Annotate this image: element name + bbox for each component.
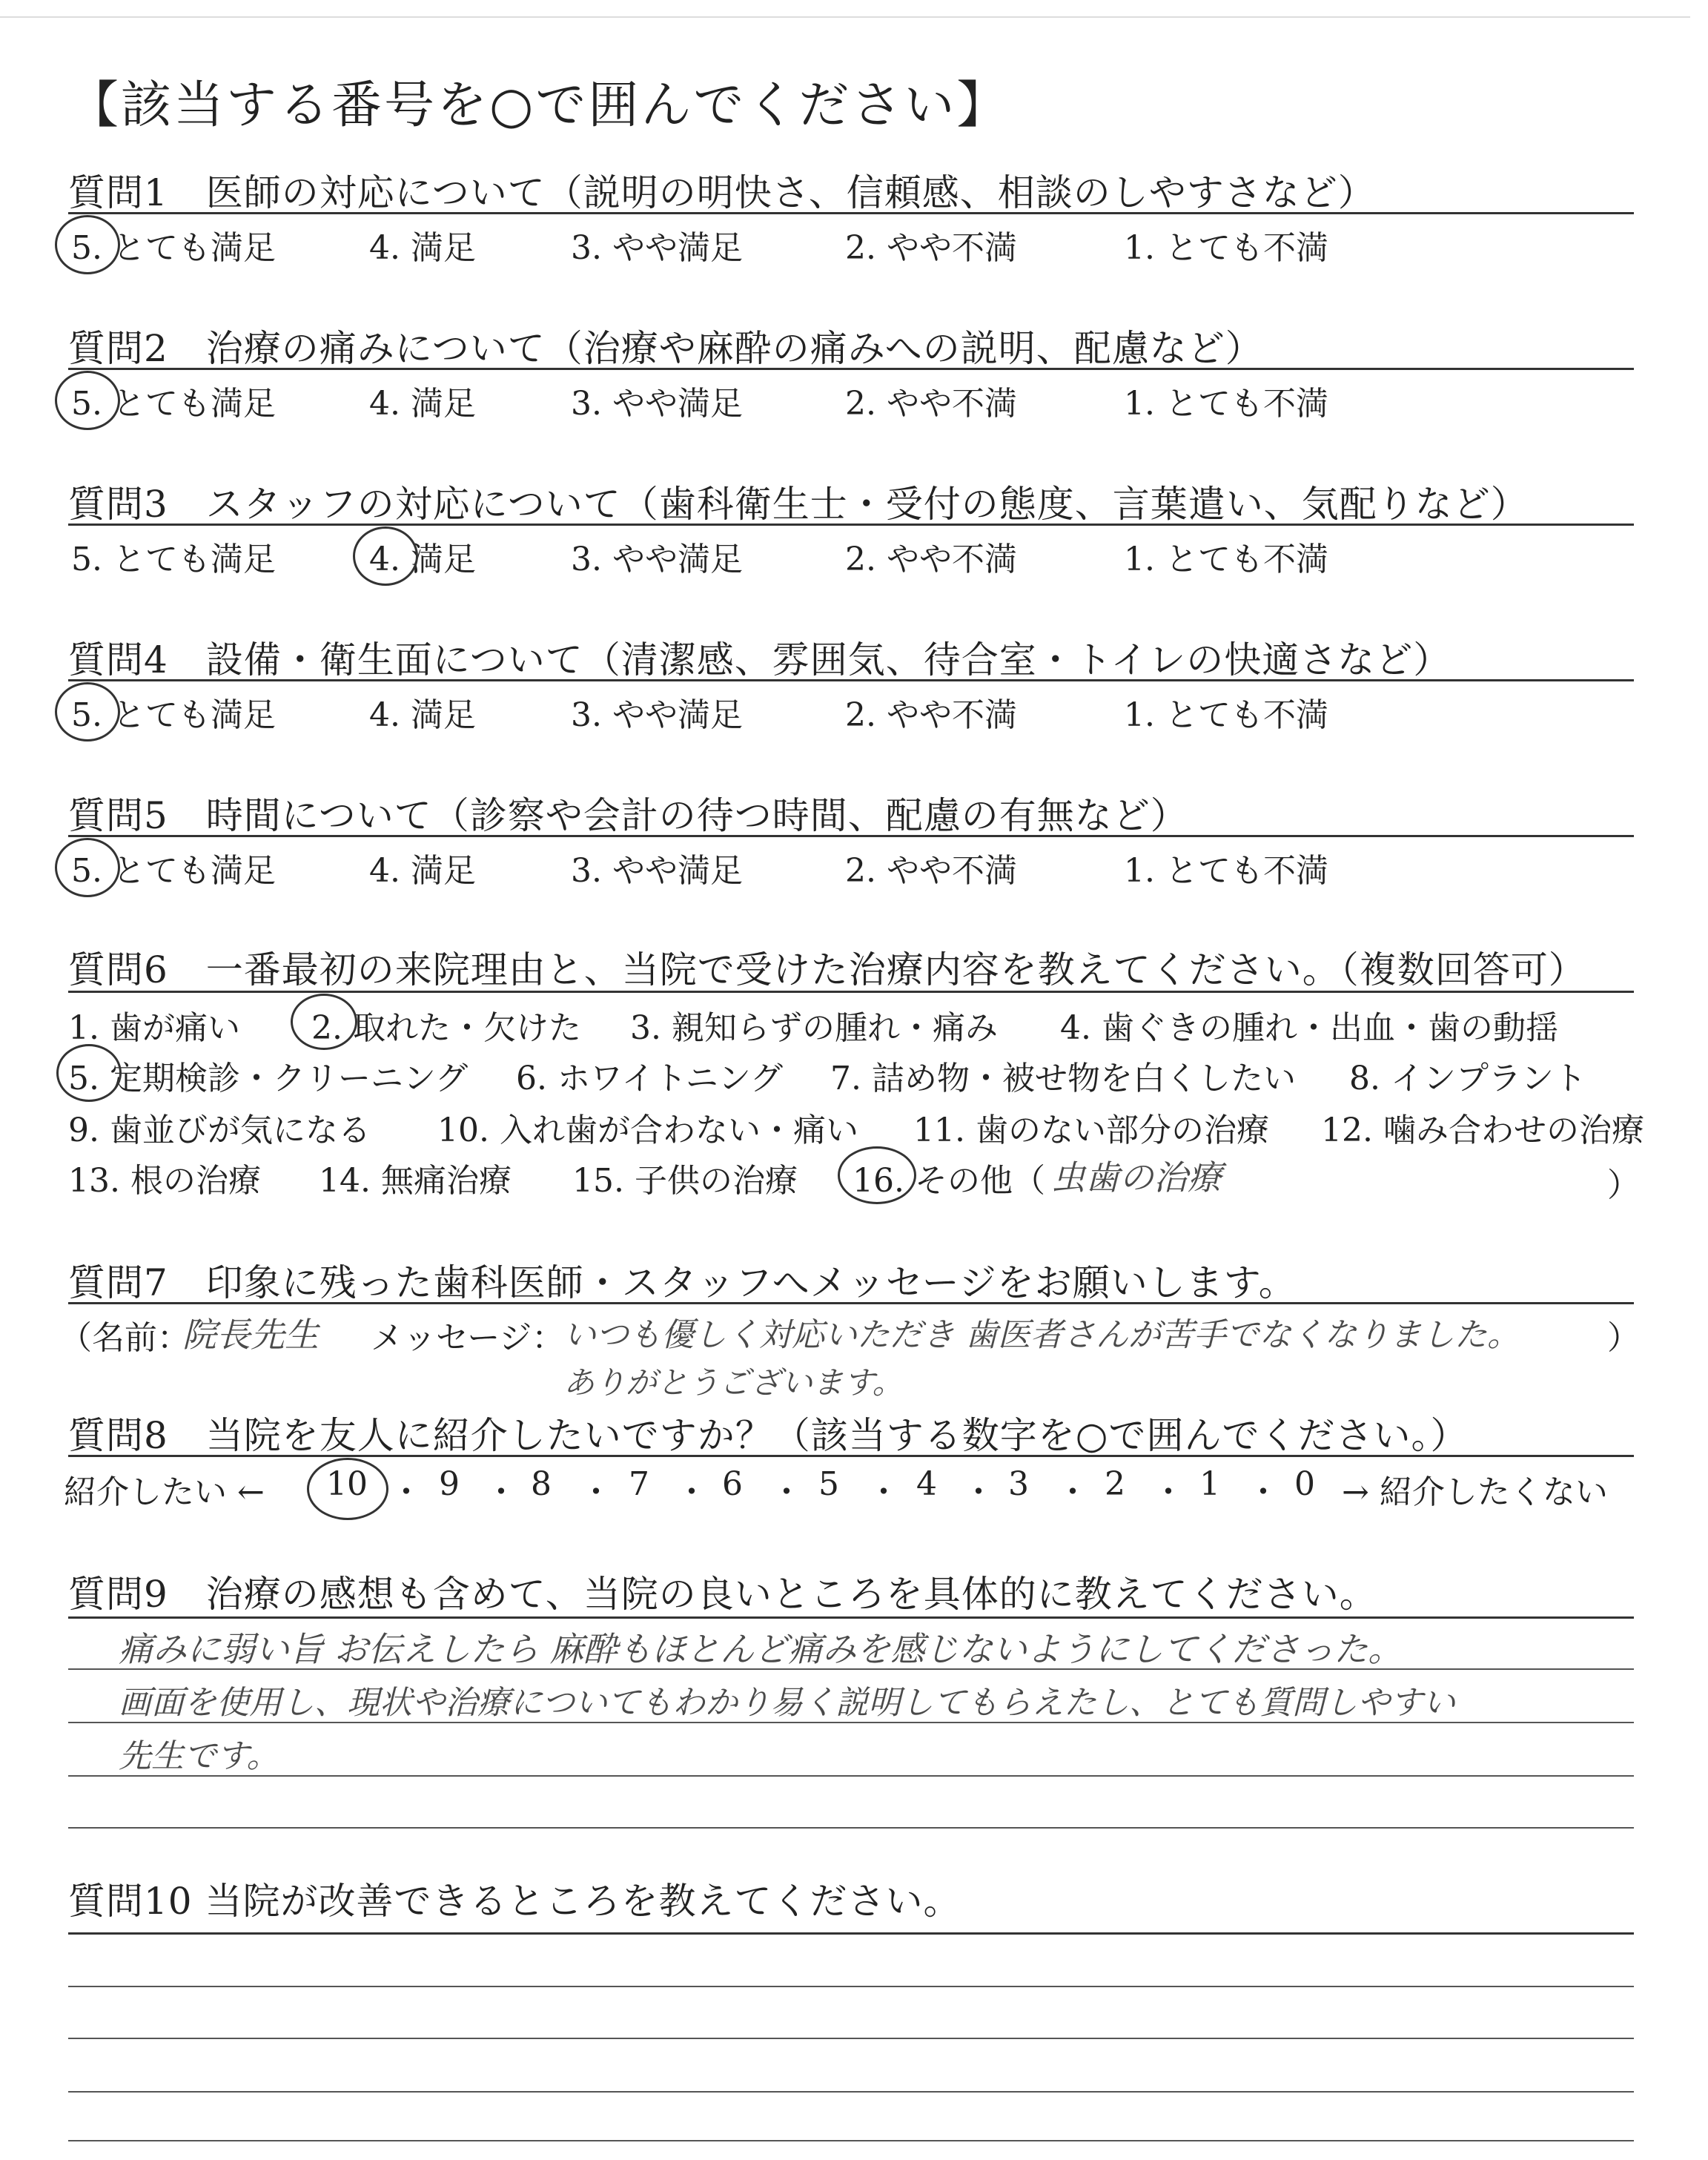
- q10-title: 質問10 当院が改善できるところを教えてください。: [68, 1880, 961, 1923]
- q4-title: 質問4 設備・衛生面について（清潔感、雰囲気、待合室・トイレの快適さなど）: [68, 638, 1452, 681]
- q1-option-1[interactable]: 1. とても不満: [1124, 229, 1328, 267]
- q5-rule: [68, 835, 1634, 837]
- q6-option-6[interactable]: 6. ホワイトニング: [516, 1060, 784, 1097]
- q7-message-label: メッセージ：: [371, 1319, 565, 1357]
- q4-rule: [68, 679, 1634, 681]
- q8-scale-10[interactable]: 10: [326, 1465, 368, 1503]
- q7-rule: [68, 1302, 1634, 1304]
- q1-option-2[interactable]: 2. やや不満: [845, 229, 1017, 267]
- q7-title: 質問7 印象に残った歯科医師・スタッフへメッセージをお願いします。: [68, 1261, 1297, 1304]
- q6-option-12[interactable]: 12. 噛み合わせの治療: [1321, 1112, 1644, 1149]
- q3-option-1[interactable]: 1. とても不満: [1124, 541, 1328, 578]
- q6-option-10[interactable]: 10. 入れ歯が合わない・痛い: [437, 1112, 858, 1149]
- q8-selection-circle: [307, 1458, 388, 1520]
- q4-option-4[interactable]: 4. 満足: [369, 696, 476, 734]
- q3-selection-circle: [353, 526, 418, 586]
- q9-rule-0: [68, 1616, 1634, 1619]
- q2-title: 質問2 治療の痛みについて（治療や麻酔の痛みへの説明、配慮など）: [68, 327, 1263, 370]
- q5-option-1[interactable]: 1. とても不満: [1124, 852, 1328, 890]
- q10-rule-4: [68, 2140, 1634, 2141]
- q2-option-5[interactable]: 5. とても満足: [71, 385, 276, 423]
- q6-option-4[interactable]: 4. 歯ぐきの腫れ・出血・歯の動揺: [1060, 1009, 1558, 1047]
- q2-rule: [68, 368, 1634, 370]
- q9-rule-4: [68, 1827, 1634, 1829]
- q8-title: 質問8 当院を友人に紹介したいですか？（該当する数字を○で囲んでください。）: [68, 1414, 1469, 1457]
- q8-scale-separator: ・: [867, 1473, 900, 1511]
- q3-option-5[interactable]: 5. とても満足: [71, 541, 276, 578]
- q8-scale-separator: ・: [1152, 1473, 1185, 1511]
- q6-option-7[interactable]: 7. 詰め物・被せ物を白くしたい: [830, 1060, 1296, 1097]
- q9-answer-line-2: 画面を使用し、現状や治療についてもわかり易く説明してもらえたし、とても質問しやすい: [119, 1684, 1456, 1722]
- q8-scale-9[interactable]: 9: [439, 1465, 460, 1503]
- q6-rule: [68, 991, 1634, 993]
- q8-scale-separator: ・: [485, 1473, 517, 1511]
- q3-title: 質問3 スタッフの対応について（歯科衛生士・受付の態度、言葉遣い、気配りなど）: [68, 483, 1529, 526]
- q8-scale-5[interactable]: 5: [818, 1465, 839, 1503]
- q2-option-3[interactable]: 3. やや満足: [571, 385, 743, 423]
- q8-scale-separator: ・: [1056, 1473, 1089, 1511]
- q8-scale-1[interactable]: 1: [1199, 1465, 1220, 1503]
- top-edge-line: [0, 16, 1690, 18]
- q8-scale-separator: ・: [580, 1473, 612, 1511]
- q8-rule: [68, 1455, 1634, 1457]
- q8-scale-separator: ・: [962, 1473, 995, 1511]
- q6-close-paren: ）: [1607, 1166, 1640, 1204]
- q10-rule-1: [68, 1986, 1634, 1987]
- q5-option-4[interactable]: 4. 満足: [369, 852, 476, 890]
- q5-title: 質問5 時間について（診察や会計の待つ時間、配慮の有無など）: [68, 794, 1188, 837]
- q8-scale-6[interactable]: 6: [722, 1465, 743, 1503]
- q3-rule: [68, 524, 1634, 526]
- q7-close-paren: ）: [1607, 1319, 1640, 1357]
- q7-message-handwriting-line1: いつも優しく対応いただき 歯医者さんが苦手でなくなりました。: [563, 1316, 1520, 1354]
- q1-rule: [68, 212, 1634, 214]
- q8-scale-0[interactable]: 0: [1294, 1465, 1315, 1503]
- q6-option-2[interactable]: 2. 取れた・欠けた: [311, 1009, 581, 1047]
- q6-circle-5: [56, 1044, 122, 1102]
- q1-option-4[interactable]: 4. 満足: [369, 229, 476, 267]
- q4-option-5[interactable]: 5. とても満足: [71, 696, 276, 734]
- q8-scale-separator: ・: [770, 1473, 803, 1511]
- q1-selection-circle: [55, 215, 120, 274]
- q6-option-8[interactable]: 8. インプラント: [1349, 1060, 1586, 1097]
- q8-right-label: → 紹介したくない: [1342, 1473, 1608, 1511]
- q5-option-3[interactable]: 3. やや満足: [571, 852, 743, 890]
- q9-answer-line-3: 先生です。: [119, 1737, 279, 1775]
- q8-scale-7[interactable]: 7: [629, 1465, 649, 1503]
- q5-option-5[interactable]: 5. とても満足: [71, 852, 276, 890]
- q4-option-1[interactable]: 1. とても不満: [1124, 696, 1328, 734]
- q8-scale-separator: ・: [390, 1473, 423, 1511]
- q1-title: 質問1 医師の対応について（説明の明快さ、信頼感、相談のしやすさなど）: [68, 171, 1376, 214]
- q6-option-13[interactable]: 13. 根の治療: [68, 1162, 261, 1200]
- q6-option-9[interactable]: 9. 歯並びが気になる: [68, 1112, 371, 1149]
- q2-selection-circle: [55, 371, 120, 430]
- q8-scale-separator: ・: [675, 1473, 708, 1511]
- q7-name-handwriting: 院長先生: [182, 1315, 319, 1355]
- q6-option-11[interactable]: 11. 歯のない部分の治療: [913, 1112, 1269, 1149]
- q4-option-2[interactable]: 2. やや不満: [845, 696, 1017, 734]
- q3-option-4[interactable]: 4. 満足: [369, 541, 476, 578]
- q9-answer-line-1: 痛みに弱い旨 お伝えしたら 麻酔もほとんど痛みを感じないようにしてくださった。: [119, 1629, 1403, 1669]
- q2-option-2[interactable]: 2. やや不満: [845, 385, 1017, 423]
- q8-scale-2[interactable]: 2: [1105, 1465, 1125, 1503]
- q2-option-4[interactable]: 4. 満足: [369, 385, 476, 423]
- q6-option-16[interactable]: 16. その他（: [853, 1162, 1045, 1200]
- q9-title: 質問9 治療の感想も含めて、当院の良いところを具体的に教えてください。: [68, 1573, 1377, 1616]
- q8-scale-8[interactable]: 8: [531, 1465, 552, 1503]
- q1-option-5[interactable]: 5. とても満足: [71, 229, 276, 267]
- q8-left-label: 紹介したい ←: [64, 1473, 265, 1511]
- q6-title: 質問6 一番最初の来院理由と、当院で受けた治療内容を教えてください。（複数回答可）: [68, 948, 1586, 991]
- q6-circle-2: [291, 994, 357, 1050]
- page-header: 【該当する番号を○で囲んでください】: [68, 76, 1010, 135]
- q8-scale-separator: ・: [1247, 1473, 1280, 1511]
- q5-selection-circle: [55, 838, 120, 897]
- q9-rule-3: [68, 1775, 1634, 1777]
- q8-scale-4[interactable]: 4: [916, 1465, 937, 1503]
- q4-option-3[interactable]: 3. やや満足: [571, 696, 743, 734]
- q10-rule-2: [68, 2038, 1634, 2039]
- q3-option-3[interactable]: 3. やや満足: [571, 541, 743, 578]
- q6-option-3[interactable]: 3. 親知らずの腫れ・痛み: [630, 1009, 998, 1047]
- q2-option-1[interactable]: 1. とても不満: [1124, 385, 1328, 423]
- q6-option-1[interactable]: 1. 歯が痛い: [68, 1009, 240, 1047]
- q3-option-2[interactable]: 2. やや不満: [845, 541, 1017, 578]
- q7-name-label: （名前：: [59, 1319, 190, 1357]
- q4-selection-circle: [55, 682, 120, 742]
- q10-rule-0: [68, 1932, 1634, 1935]
- q6-option-14[interactable]: 14. 無痛治療: [319, 1162, 512, 1200]
- q5-option-2[interactable]: 2. やや不満: [845, 852, 1017, 890]
- q6-other-handwriting: 虫歯の治療: [1051, 1157, 1222, 1198]
- q8-scale-3[interactable]: 3: [1008, 1465, 1029, 1503]
- q10-rule-3: [68, 2091, 1634, 2093]
- q7-message-handwriting-line2: ありがとうございます。: [563, 1364, 904, 1401]
- q6-option-5[interactable]: 5. 定期検診・クリーニング: [68, 1060, 469, 1097]
- q1-option-3[interactable]: 3. やや満足: [571, 229, 743, 267]
- q6-option-15[interactable]: 15. 子供の治療: [572, 1162, 798, 1200]
- q6-circle-16: [838, 1146, 916, 1204]
